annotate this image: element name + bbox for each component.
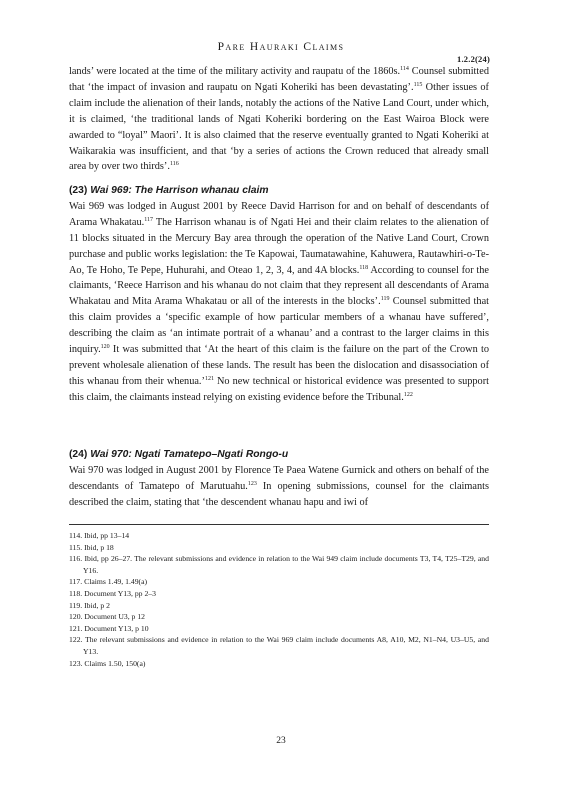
footnote-number: 115. [69,542,83,552]
section-23 [69,183,489,406]
footnote-text: Ibid, p 18 [84,542,114,552]
paragraph-text: According to counsel for the claimants, ‘Reece Harrison and his whanau do not claim that they represent all descendants of Arama Whakatau and Mita Arama Whakatau or all of the interests in the blocks’. [69,264,489,308]
footnote-text: Ibid, p 2 [84,600,110,610]
footnote-number: 117. [69,577,83,587]
paragraph-text: Other issues of claim include the alienation of their lands, notably the actions of the Native Land Court, under which, it is claimed, ‘the traditional lands of Ngati Koheriki bordering on the East Wairoa Block were awarded to “loyal” Maori’. It is also claimed that the reserve eventually granted to Ngati Koheriki at Waikarakia was insufficient, and that ‘by a series of actions the Crown reduced that already small area by over two thirds’. [69,81,489,173]
footnote-ref[interactable]: 118 [359,264,369,271]
section-heading [69,447,489,463]
footnote-number: 114. [69,531,83,540]
footnote-item [69,542,489,554]
paragraph-text: Counsel submitted that ‘the impact of invasion and raupatu on Ngati Koheriki has been devastating’. [69,66,489,93]
footnote-number: 118. [69,588,83,598]
footnote-item [69,530,489,542]
footnote-item [69,634,489,657]
footnote-item [69,658,489,670]
paragraph-text: It was submitted that ‘At the heart of this claim is the failure on the part of the Crown to prevent wholesale alienation of these lands. The result has been the dislocation and disassociation of this whanau from their whenua.’ [69,344,489,387]
footnote-text: Document U3, p 12 [84,612,146,622]
section-heading-title: Wai 969: The Harrison whanau claim [90,185,269,196]
paragraph-text: Counsel submitted that this claim provides a ‘specific example of how particular members of a whanau have suffered’, describing the claim as ‘an intimate portrait of a whanau’ and a contrast to the larger claims in this inquiry. [69,296,489,356]
section-24 [69,447,489,511]
footnote-item [69,611,489,623]
footnote-text: Ibid, pp 13–14 [84,531,130,540]
footnote-text: Ibid, pp 26–27. The relevant submissions and evidence in relation to the Wai 949 claim include documents T3, T4, T25–T29, and Y16. [83,554,489,575]
paragraph-wai949-continued [69,64,489,175]
section-number: 1.2.2(24) [457,54,490,64]
footnote-item [69,553,489,576]
footnote-ref[interactable]: 117 [144,216,153,223]
footnote-item [69,576,489,588]
footnote-text: Claims 1.49, 1.49(a) [84,577,148,587]
footnote-ref[interactable]: 122 [403,391,413,398]
paragraph-text: The Harrison whanau is of Ngati Hei and their claim relates to the alienation of 11 blocks situated in the Mercury Bay area through the operation of the Native Land Court, Crown purchase and public works legislation: the Te Kapowai, Taumatawahine, Kahuwera, Rautawhiri-o-Te-Ao, Te Hoho, Te Pepe, Huhurahi, and Oteao 1, 2, 3, 4, and 4A blocks. [69,216,489,276]
paragraph-text: In opening submissions, counsel for the claimants described the claim, stating that ‘the descendent whanau hapu and iwi of [69,480,489,508]
footnote-text: Document Y13, p 10 [84,623,149,633]
section-heading [69,183,489,199]
paragraph-text: lands’ were located at the time of the military activity and raupatu of the 1860s. [69,66,401,77]
running-title: Pare Hauraki Claims [217,41,345,53]
footnote-text: Document Y13, pp 2–3 [84,588,156,598]
paragraph-text: No new technical or historical evidence was presented to support this claim, the claimants instead relying on existing evidence before the Tribunal. [69,375,489,403]
footnote-ref[interactable]: 121 [204,375,214,382]
paragraph-wai969 [69,199,489,406]
paragraph-wai970 [69,463,489,511]
page-number: 23 [276,736,286,746]
footnote-divider [69,524,489,525]
footnotes-list [69,530,489,669]
footnote-ref[interactable]: 119 [380,296,390,303]
footnote-ref[interactable]: 114 [400,66,409,72]
footnote-text: Claims 1.50, 150(a) [84,658,146,668]
footnote-item [69,600,489,612]
footnote-ref[interactable]: 116 [169,161,179,168]
section-heading-title: Wai 970: Ngati Tamatepo–Ngati Rongo-u [90,449,289,460]
footnote-item [69,623,489,635]
footnote-item [69,588,489,600]
footnote-ref[interactable]: 115 [413,81,423,88]
footnote-ref[interactable]: 123 [247,480,257,487]
footnote-ref[interactable]: 120 [100,344,110,351]
footnote-number: 123. [69,658,83,668]
footnote-number: 120. [69,612,83,622]
footnote-number: 122. [69,635,83,645]
section-heading-number: (24) [69,449,88,460]
footnote-number: 121. [69,623,83,633]
paragraph-text: Wai 970 was lodged in August 2001 by Florence Te Paea Watene Gurnick and others on behalf of the descendants of Tamatepo of Marutuahu. [69,464,489,492]
section-heading-number: (23) [69,185,88,196]
footnote-number: 119. [69,600,83,610]
footnote-text: The relevant submissions and evidence in relation to the Wai 969 claim include documents A8, A10, M2, N1–N4, U3–U5, and Y13. [83,635,489,656]
footnote-number: 116. [69,554,83,564]
paragraph-text: Wai 969 was lodged in August 2001 by Reece David Harrison for and on behalf of descendants of Arama Whakatau. [69,200,489,228]
